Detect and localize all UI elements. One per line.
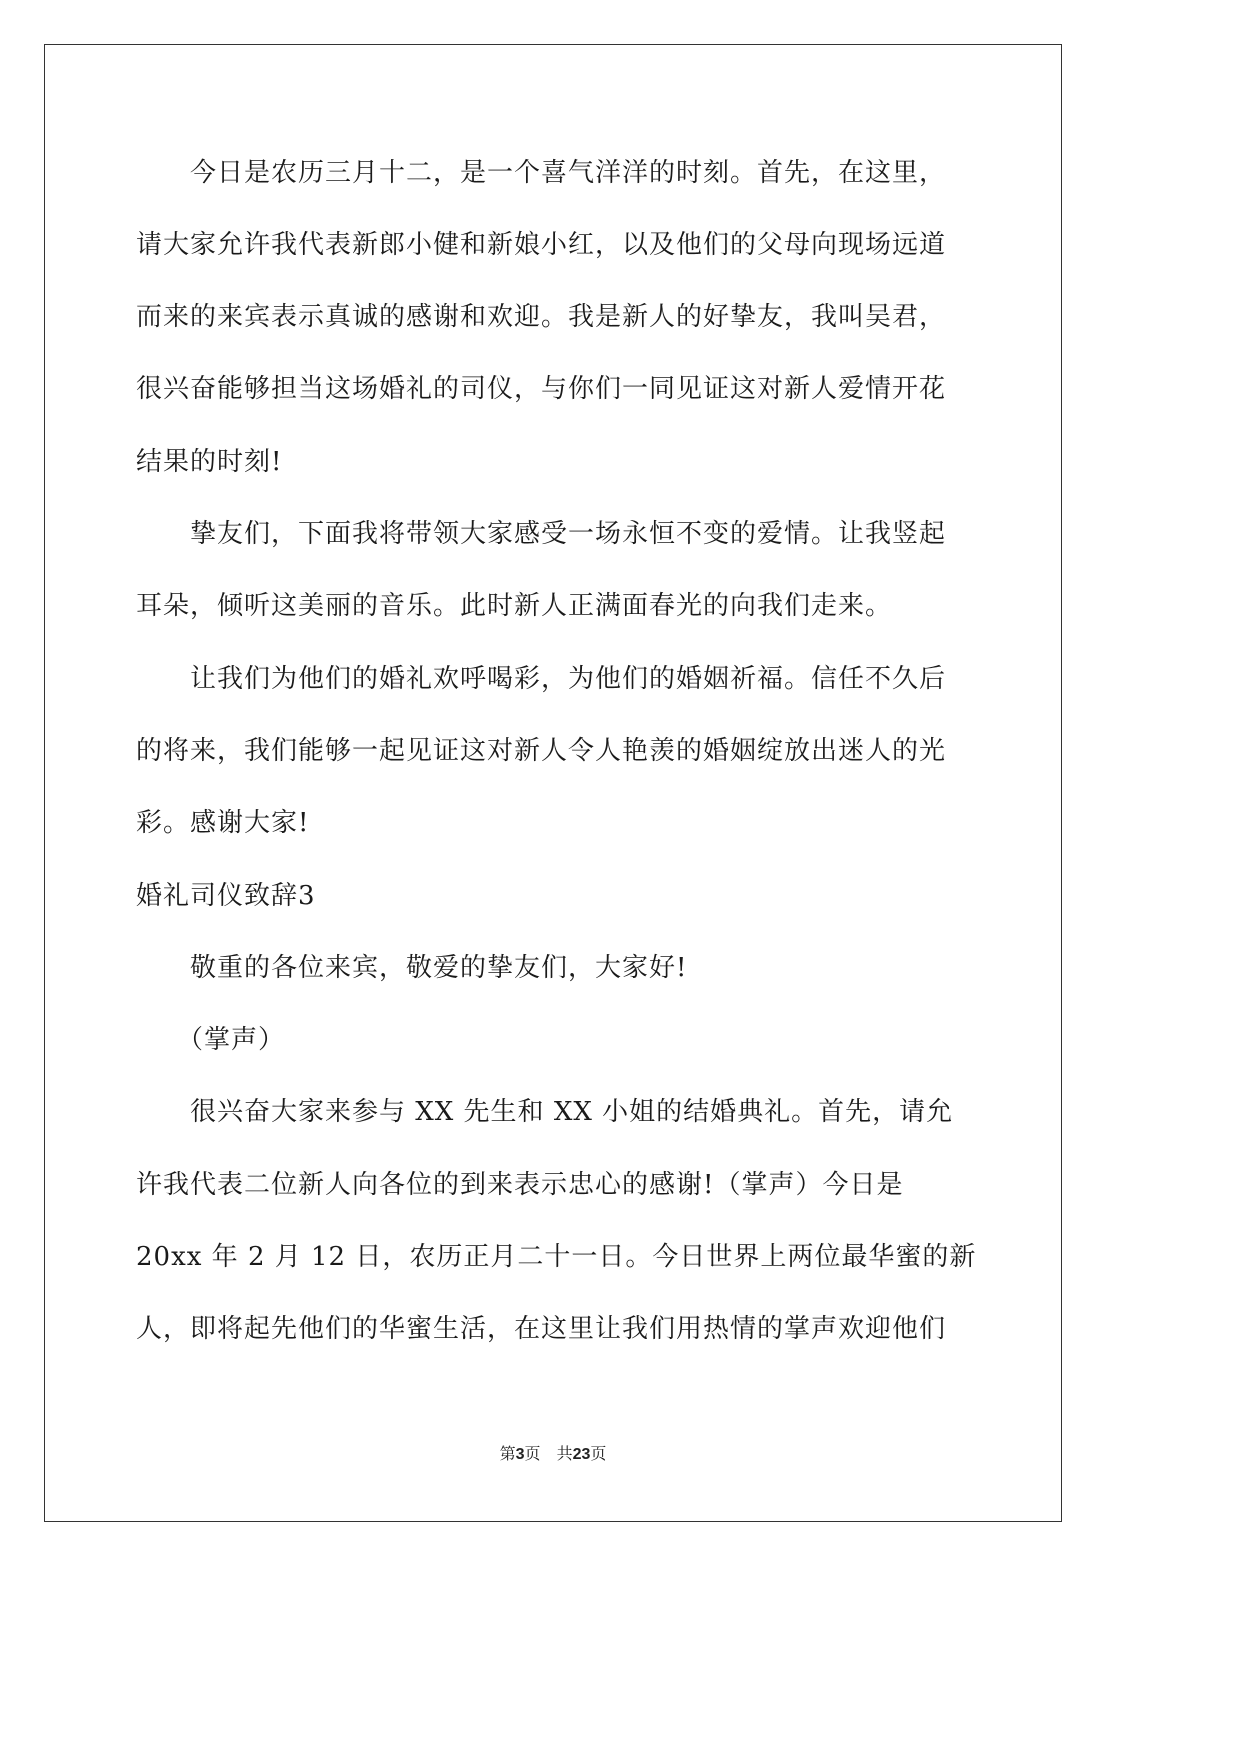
body-line-16: 20xx 年 2 月 12 日，农历正月二十一日。今日世界上两位最华蜜的新: [136, 1242, 977, 1272]
body-line-1: 今日是农历三月十二，是一个喜气洋洋的时刻。首先，在这里，: [136, 158, 947, 188]
body-line-7: 耳朵，倾听这美丽的音乐。此时新人正满面春光的向我们走来。: [136, 591, 893, 621]
footer-total-prefix: 共: [556, 1444, 573, 1463]
body-line-10: 彩。感谢大家!: [136, 808, 310, 838]
page-footer: [0, 1444, 1106, 1465]
footer-page-suffix: 页: [524, 1444, 541, 1463]
footer-total-pages: 23: [572, 1446, 591, 1463]
body-line-14: 很兴奋大家来参与 XX 先生和 XX 小姐的结婚典礼。首先，请允: [136, 1097, 954, 1127]
footer-prefix: 第: [499, 1444, 516, 1463]
body-line-17: 人，即将起先他们的华蜜生活，在这里让我们用热情的掌声欢迎他们: [136, 1314, 947, 1344]
body-line-13: （掌声）: [136, 1025, 286, 1055]
page-frame: [44, 44, 1062, 1522]
body-line-5: 结果的时刻!: [136, 447, 283, 477]
body-line-9: 的将来，我们能够一起见证这对新人令人艳羡的婚姻绽放出迷人的光: [136, 736, 947, 766]
body-line-4: 很兴奋能够担当这场婚礼的司仪，与你们一同见证这对新人爱情开花: [136, 374, 947, 404]
footer-total-suffix: 页: [590, 1444, 607, 1463]
section-heading: 婚礼司仪致辞3: [136, 881, 316, 911]
body-line-15: 许我代表二位新人向各位的到来表示忠心的感谢!（掌声）今日是: [136, 1170, 904, 1200]
footer-page-number: 3: [515, 1446, 525, 1463]
body-line-3: 而来的来宾表示真诚的感谢和欢迎。我是新人的好挚友，我叫吴君，: [136, 302, 947, 332]
body-line-12: 敬重的各位来宾，敬爱的挚友们，大家好!: [136, 953, 688, 983]
body-line-6: 挚友们，下面我将带领大家感受一场永恒不变的爱情。让我竖起: [136, 519, 947, 549]
body-line-2: 请大家允许我代表新郎小健和新娘小红，以及他们的父母向现场远道: [136, 230, 947, 260]
body-line-8: 让我们为他们的婚礼欢呼喝彩，为他们的婚姻祈福。信任不久后: [136, 664, 947, 694]
